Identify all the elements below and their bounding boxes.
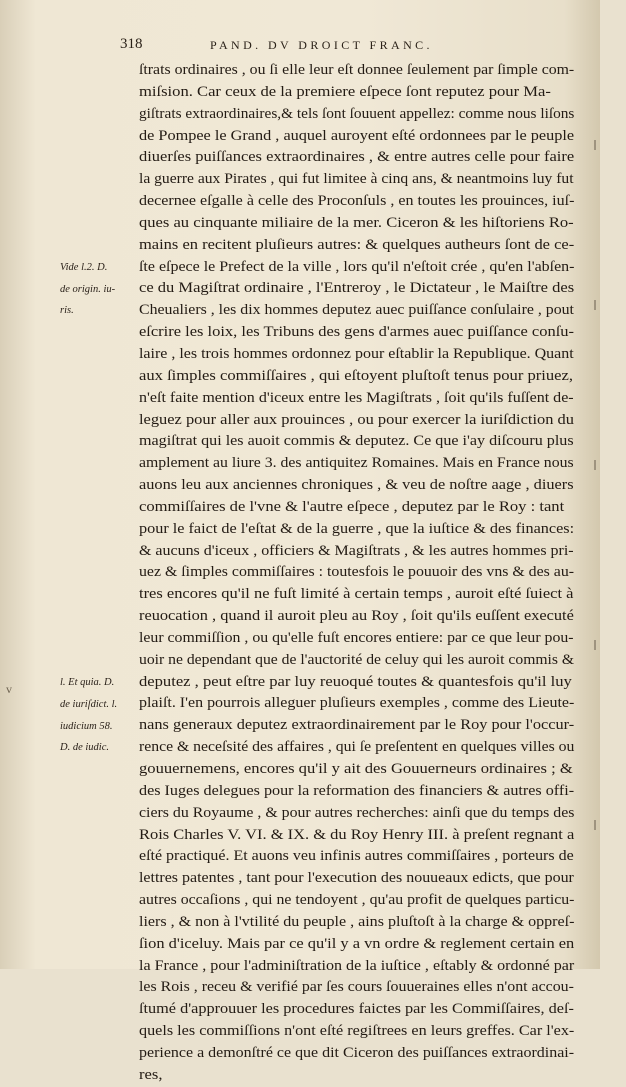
text-line: la guerre aux Pirates , qui fut limitee à cinq ans, & neantmoins luy fut [139, 171, 574, 188]
text-line: nans generaux deputez extraordinairement par le Roy pour l'occur- [139, 717, 575, 734]
text-line: commiſſaires de l'vne & l'autre eſpece , deputez par le Roy : tant [139, 498, 565, 515]
text-line: lettres patentes , tant pour l'execution des nouueaux edicts, que pour [139, 870, 574, 887]
text-line: autres occaſions , qui ne tendoyent , qu'au profit de quelques particu- [139, 892, 575, 909]
text-line: quels les commiſſions n'ont eſté regiſtrees en leurs greffes. Car l'ex- [139, 1023, 575, 1040]
text-line: amplement au liure 3. des antiquitez Romaines. Mais en France nous [139, 455, 574, 472]
marginal-note: l. Et quia. D. [60, 676, 115, 688]
text-line: decernee eſgalle à celle des Proconſuls , en toutes les prouinces, iuſ- [139, 193, 575, 210]
text-line: des Iuges delegues pour la reformation des financiers & autres offi- [139, 782, 575, 799]
text-line: ciers du Royaume , & pour autres recherches: ainſi que du temps des [139, 804, 575, 821]
text-line: diuerſes puiſſances extraordinaires , & entre autres celle pour faire [139, 149, 575, 166]
text-line: reuocation , quand il auroit pleu au Roy , ſoit qu'ils euſſent executé [139, 608, 574, 625]
text-line: eſcrire les loix, les Tribuns des gens d'armes auec puiſſance conſu- [139, 324, 574, 341]
text-line: liers , & non à l'vtilité du peuple , ains pluſtoſt à la charge & oppreſ- [139, 913, 575, 930]
text-line: miſsion. Car ceux de la premiere eſpece ſont reputez pour Ma- [139, 83, 551, 100]
text-line: laire , les trois hommes ordonnez pour eſtablir la Republique. Quant [139, 345, 574, 362]
text-line: Rois Charles V. VI. & IX. & du Roy Henry III. à preſent regnant a [139, 826, 575, 843]
text-line: gouuernemens, encores qu'il y ait des Gouuerneurs ordinaires ; & [139, 761, 573, 777]
text-line: leur commiſſion , ou qu'elle fuſt encores entiere: par ce que leur pou- [139, 629, 574, 646]
text-line: de Pompee le Grand , auquel auroyent eſté ordonnees par le peuple [139, 127, 575, 144]
right-edge-mark [594, 300, 596, 310]
text-line: deputez , peut eſtre par luy reuoqué toutes & quantesfois qu'il luy [139, 673, 572, 690]
text-line: aux ſimples commiſſaires , qui eſtoyent pluſtoſt tenus pour priuez, [139, 367, 574, 384]
right-edge-mark [594, 140, 596, 150]
marginal-note: iudicium 58. [60, 720, 113, 732]
running-head: PAND. DV DROICT FRANC. [210, 38, 433, 52]
text-line: ſte eſpece le Prefect de la ville , lors qu'il n'eſtoit crée , qu'en l'abſen- [139, 258, 575, 275]
text-line: pour le faict de l'eſtat & de la guerre , que la iuſtice & des finances: [139, 520, 575, 537]
text-line: auons leu aux anciennes chroniques , & veu de noſtre aage , diuers [139, 477, 574, 494]
text-line: ſion d'iceluy. Mais par ce qu'il y a vn ordre & reglement certain en [139, 935, 575, 952]
text-line: n'eſt faite mention d'iceux entre les Magiſtrats , ſoit qu'ils fuſſent de- [139, 389, 574, 406]
marginal-note: Vide l.2. D. [60, 261, 108, 273]
marginal-note: D. de iudic. [60, 742, 109, 754]
text-line: ce du Magiſtrat ordinaire , l'Entreroy , le Dictateur , le Maiſtre des [139, 280, 575, 297]
page-header [120, 36, 576, 58]
text-line: mains en recitent pluſieurs autres: & quelques autheurs ſont de ce- [139, 236, 575, 253]
page-number: 318 [120, 36, 143, 52]
text-line: leguez pour aller aux prouinces , ou pour exercer la iuriſdiction du [139, 411, 574, 428]
text-line: perience a demonſtré ce que dit Ciceron des puiſſances extraordinai- [139, 1044, 575, 1061]
text-line: Cheualiers , les dix hommes deputez auec puiſſance conſulaire , pout [139, 302, 574, 319]
margin-tick-mark: v [6, 682, 12, 696]
text-line: ſtumé d'approuuer les procedures faictes par les Commiſſaires, deſ- [139, 1001, 574, 1018]
text-line: magiſtrat qui les auoit commis & deputez. Ce que i'ay diſcouru plus [139, 433, 574, 450]
text-line: giſtrats extraordinaires,& tels ſont ſouuent appellez: comme nous liſons [139, 105, 575, 122]
text-line: la France , pour l'adminiſtration de la iuſtice , eſtably & ordonné par [139, 957, 575, 974]
right-edge-mark [594, 640, 596, 650]
main-text-column [139, 60, 574, 1087]
text-line: ques au cinquante miliaire de la mer. Ciceron & les hiſtoriens Ro- [139, 214, 574, 231]
text-line: uoir ne dependant que de l'auctorité de celuy qui les auroit commis & [139, 651, 575, 668]
text-line: tres encores qu'il ne fuſt limité à certain temps , auroit eſté ſuiect à [139, 586, 574, 603]
text-line: rence & neceſsité des affaires , qui ſe preſentent en quelques villes ou [139, 739, 575, 756]
marginal-note: ris. [60, 305, 74, 317]
text-line: res, [139, 1066, 163, 1083]
text-line: eſté practiqué. Et auons veu infinis autres commiſſaires , porteurs de [139, 848, 574, 865]
text-line: & aucuns d'iceux , officiers & Magiſtrats , & les autres hommes pri- [139, 542, 574, 559]
text-line: ſtrats ordinaires , ou ſi elle leur eſt donnee ſeulement par ſimple com- [139, 62, 575, 78]
right-edge-mark [594, 460, 596, 470]
text-line: uez & ſimples commiſſaires : toutesfois le pouuoir des vns & des au- [139, 564, 575, 581]
marginal-note: de iuriſdict. l. [60, 698, 118, 710]
marginal-note: de origin. iu- [60, 283, 116, 295]
text-line: les Rois , receu & verifié par ſes cours ſouueraines elles n'ont accou- [139, 979, 574, 996]
right-edge-mark [594, 820, 596, 830]
text-line: plaiſt. I'en pourrois alleguer pluſieurs exemples , comme des Lieute- [139, 695, 575, 712]
